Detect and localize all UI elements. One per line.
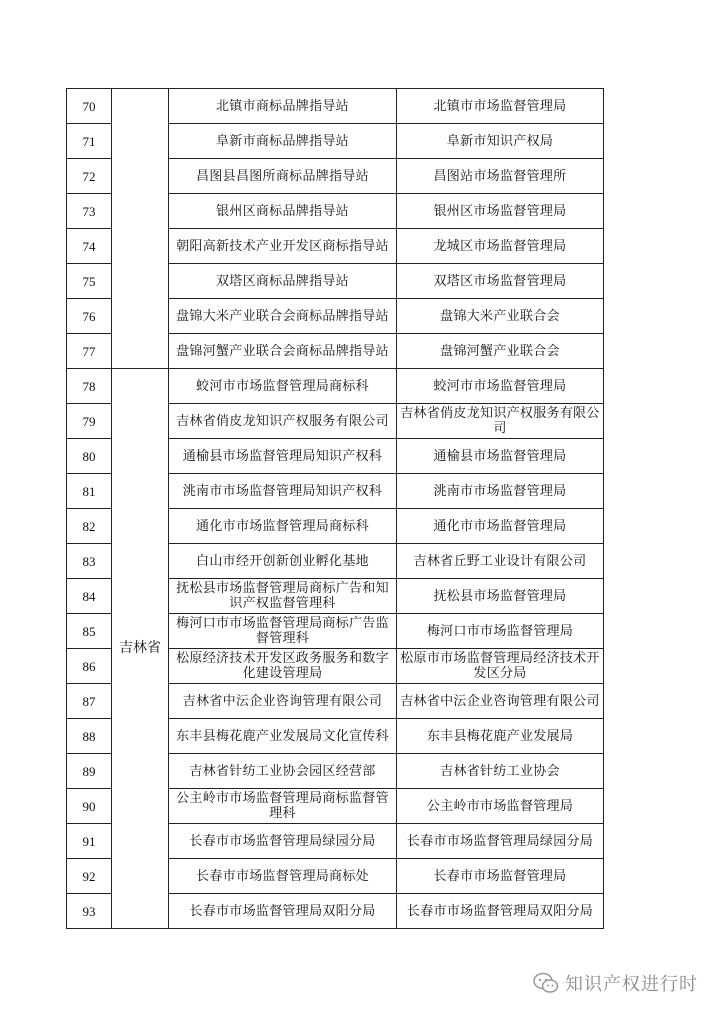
row-number: 82 — [67, 509, 112, 544]
station-name: 梅河口市市场监督管理局商标广告监督管理科 — [169, 614, 397, 649]
station-table — [66, 88, 604, 929]
host-organization: 通化市市场监督管理局 — [397, 509, 604, 544]
row-number: 73 — [67, 194, 112, 229]
host-organization: 蛟河市市场监督管理局 — [397, 369, 604, 404]
row-number: 79 — [67, 404, 112, 439]
row-number: 92 — [67, 859, 112, 894]
watermark — [533, 970, 698, 996]
station-name: 东丰县梅花鹿产业发展局文化宣传科 — [169, 719, 397, 754]
host-organization: 吉林省针纺工业协会 — [397, 754, 604, 789]
host-organization: 阜新市知识产权局 — [397, 124, 604, 159]
host-organization: 通榆县市场监督管理局 — [397, 439, 604, 474]
host-organization: 长春市市场监督管理局绿园分局 — [397, 824, 604, 859]
row-number: 87 — [67, 684, 112, 719]
row-number: 81 — [67, 474, 112, 509]
table-body — [67, 89, 604, 929]
station-name: 银州区商标品牌指导站 — [169, 194, 397, 229]
row-number: 77 — [67, 334, 112, 369]
row-number: 80 — [67, 439, 112, 474]
host-organization: 龙城区市场监督管理局 — [397, 229, 604, 264]
station-name: 长春市市场监督管理局绿园分局 — [169, 824, 397, 859]
host-organization: 抚松县市场监督管理局 — [397, 579, 604, 614]
station-name: 长春市市场监督管理局商标处 — [169, 859, 397, 894]
province-cell: 吉林省 — [112, 369, 169, 929]
station-name: 盘锦河蟹产业联合会商标品牌指导站 — [169, 334, 397, 369]
host-organization: 银州区市场监督管理局 — [397, 194, 604, 229]
station-name: 北镇市商标品牌指导站 — [169, 89, 397, 124]
row-number: 70 — [67, 89, 112, 124]
row-number: 74 — [67, 229, 112, 264]
station-name: 双塔区商标品牌指导站 — [169, 264, 397, 299]
host-organization: 公主岭市市场监督管理局 — [397, 789, 604, 824]
row-number: 76 — [67, 299, 112, 334]
host-organization: 双塔区市场监督管理局 — [397, 264, 604, 299]
host-organization: 盘锦大米产业联合会 — [397, 299, 604, 334]
host-organization: 洮南市市场监督管理局 — [397, 474, 604, 509]
station-name: 蛟河市市场监督管理局商标科 — [169, 369, 397, 404]
row-number: 88 — [67, 719, 112, 754]
row-number: 86 — [67, 649, 112, 684]
host-organization: 盘锦河蟹产业联合会 — [397, 334, 604, 369]
host-organization: 松原市市场监督管理局经济技术开发区分局 — [397, 649, 604, 684]
host-organization: 东丰县梅花鹿产业发展局 — [397, 719, 604, 754]
host-organization: 北镇市市场监督管理局 — [397, 89, 604, 124]
station-name: 盘锦大米产业联合会商标品牌指导站 — [169, 299, 397, 334]
row-number: 71 — [67, 124, 112, 159]
station-name: 洮南市市场监督管理局知识产权科 — [169, 474, 397, 509]
host-organization: 昌图站市场监督管理所 — [397, 159, 604, 194]
province-cell — [112, 89, 169, 369]
host-organization: 梅河口市市场监督管理局 — [397, 614, 604, 649]
host-organization: 吉林省俏皮龙知识产权服务有限公司 — [397, 404, 604, 439]
row-number: 91 — [67, 824, 112, 859]
row-number: 83 — [67, 544, 112, 579]
station-name: 吉林省针纺工业协会园区经营部 — [169, 754, 397, 789]
table-row — [67, 89, 604, 124]
station-name: 长春市市场监督管理局双阳分局 — [169, 894, 397, 929]
row-number: 90 — [67, 789, 112, 824]
row-number: 72 — [67, 159, 112, 194]
wechat-icon — [533, 972, 559, 994]
station-name: 公主岭市市场监督管理局商标监督管理科 — [169, 789, 397, 824]
row-number: 75 — [67, 264, 112, 299]
host-organization: 长春市市场监督管理局双阳分局 — [397, 894, 604, 929]
row-number: 78 — [67, 369, 112, 404]
row-number: 93 — [67, 894, 112, 929]
row-number: 84 — [67, 579, 112, 614]
row-number: 89 — [67, 754, 112, 789]
station-name: 抚松县市场监督管理局商标广告和知识产权监督管理科 — [169, 579, 397, 614]
table-row — [67, 369, 604, 404]
watermark-text: 知识产权进行时 — [565, 974, 698, 995]
station-name: 松原经济技术开发区政务服务和数字化建设管理局 — [169, 649, 397, 684]
station-name: 白山市经开创新创业孵化基地 — [169, 544, 397, 579]
row-number: 85 — [67, 614, 112, 649]
station-name: 吉林省俏皮龙知识产权服务有限公司 — [169, 404, 397, 439]
station-name: 通化市市场监督管理局商标科 — [169, 509, 397, 544]
host-organization: 吉林省丘野工业设计有限公司 — [397, 544, 604, 579]
host-organization: 吉林省中沄企业咨询管理有限公司 — [397, 684, 604, 719]
host-organization: 长春市市场监督管理局 — [397, 859, 604, 894]
station-name: 朝阳高新技术产业开发区商标指导站 — [169, 229, 397, 264]
station-name: 昌图县昌图所商标品牌指导站 — [169, 159, 397, 194]
station-name: 通榆县市场监督管理局知识产权科 — [169, 439, 397, 474]
station-name: 阜新市商标品牌指导站 — [169, 124, 397, 159]
station-name: 吉林省中沄企业咨询管理有限公司 — [169, 684, 397, 719]
